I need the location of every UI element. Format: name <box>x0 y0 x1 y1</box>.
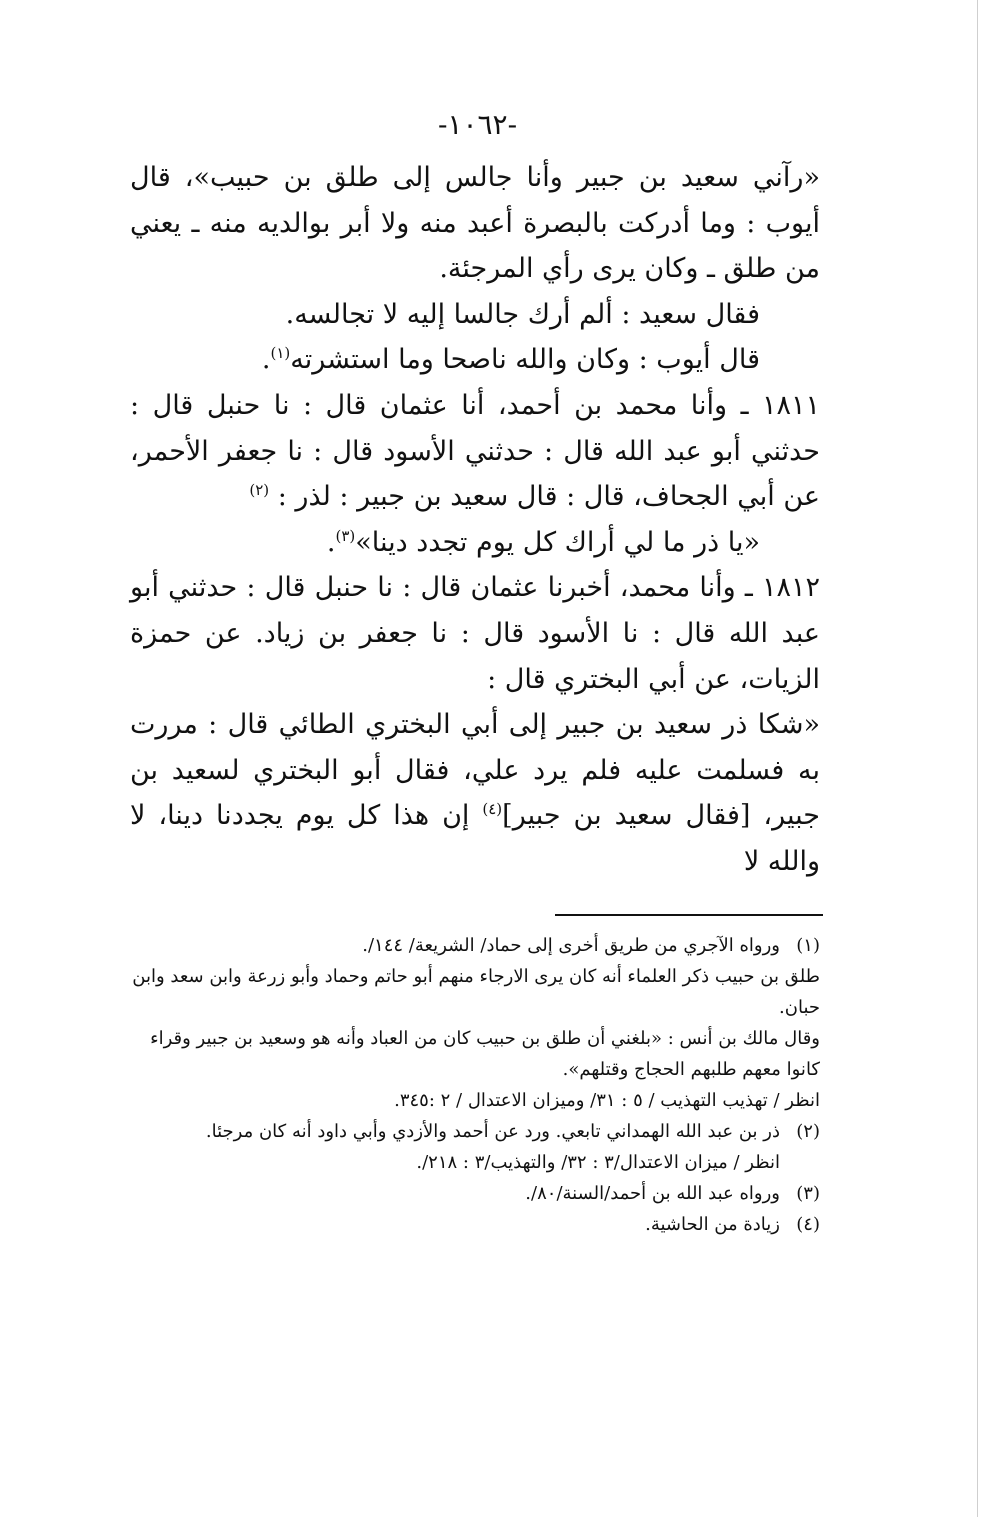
main-text <box>130 155 820 885</box>
paragraph-7-end: إن هذا كل يوم يجددنا دينا، لا والله لا <box>130 800 820 877</box>
footnote-number: (١) <box>796 935 820 956</box>
footnote-line: ورواه عبد الله بن أحمد/السنة/٨٠/. <box>525 1183 780 1204</box>
paragraph-3-end: . <box>261 344 271 376</box>
footnote-line: ذر بن عبد الله الهمداني تابعي. ورد عن أحمد والأزدي وأبي داود أنه كان مرجئا. <box>205 1121 780 1142</box>
paragraph-4 <box>130 383 820 520</box>
paragraph-5-text: «يا ذر ما لي أراك كل يوم تجدد دينا» <box>355 526 760 558</box>
footnote-body <box>130 1116 780 1178</box>
paragraph-3-text: قال أيوب : وكان والله ناصحا وما استشرته <box>290 344 760 376</box>
footnote-separator <box>555 914 823 916</box>
paragraph-2: فقال سعيد : ألم أرك جالسا إليه لا تجالسه. <box>285 298 760 330</box>
footnote-body <box>130 961 820 1116</box>
footnote-1 <box>130 930 820 961</box>
page-number: -١٠٦٢- <box>437 108 518 141</box>
paragraph-7-text: «شكا ذر سعيد بن جبير إلى أبي البختري الطائي قال : مررت به فسلمت عليه فلم يرد علي، فقال أبو البختري لسعيد بن جبير، [فقال سعيد بن جبير] <box>130 709 820 832</box>
footnote-1-continued <box>130 961 820 1116</box>
footnote-body <box>130 1178 780 1209</box>
footnotes <box>130 930 820 1240</box>
footnote-body <box>130 930 780 961</box>
footnote-2 <box>130 1116 820 1178</box>
footnote-3 <box>130 1178 820 1209</box>
paragraph-4-text: ١٨١١ ـ وأنا محمد بن أحمد، أنا عثمان قال : نا حنبل قال : حدثني أبو عبد الله قال : حدثني الأسود قال : نا جعفر الأحمر، عن أبي الجحاف، قال : قال سعيد بن جبير : لذر : <box>130 389 820 513</box>
paragraph-1: «رآني سعيد بن جبير وأنا جالس إلى طلق بن حبيب»، قال أيوب : وما أدركت بالبصرة أعبد منه ولا أبر بوالديه منه ـ يعني من طلق ـ وكان يرى رأي المرجئة. <box>130 162 820 285</box>
footnote-ref-3: (٣) <box>335 526 356 545</box>
paragraph-5 <box>130 520 820 566</box>
footnote-ref-2: (٢) <box>249 481 270 500</box>
footnote-line: ورواه الآجري من طريق أخرى إلى حماد/ الشريعة/ ١٤٤/. <box>362 935 780 956</box>
footnote-line: زيادة من الحاشية. <box>645 1214 780 1235</box>
paragraph-3 <box>130 337 820 383</box>
footnote-number: (٤) <box>796 1214 820 1235</box>
footnote-ref-4: (٤) <box>482 800 503 819</box>
paragraph-6: ١٨١٢ ـ وأنا محمد، أخبرنا عثمان قال : نا حنبل قال : حدثني أبو عبد الله قال : نا الأسود قال : نا جعفر بن زياد. عن حمزة الزيات، عن أبي البختري قال : <box>130 572 820 695</box>
scan-edge-line <box>977 0 978 1517</box>
footnote-ref-1: (١) <box>270 344 291 363</box>
footnote-line: انظر / ميزان الاعتدال/٣ : ٣٢/ والتهذيب/٣ : ٢١٨/. <box>416 1152 780 1173</box>
paragraph-7 <box>130 702 820 884</box>
footnote-number: (٣) <box>796 1183 820 1204</box>
footnote-number: (٢) <box>796 1121 820 1142</box>
footnote-body <box>130 1209 780 1240</box>
footnote-4 <box>130 1209 820 1240</box>
footnote-line: طلق بن حبيب ذكر العلماء أنه كان يرى الارجاء منهم أبو حاتم وحماد وأبو زرعة وابن سعد وابن حبان. <box>132 966 820 1018</box>
footnote-line: انظر / تهذيب التهذيب / ٥ : ٣١/ وميزان الاعتدال / ٢ :٣٤٥. <box>394 1090 820 1111</box>
paragraph-5-end: . <box>326 526 336 558</box>
footnote-line: وقال مالك بن أنس : «بلغني أن طلق بن حبيب كان من العباد وأنه هو وسعيد بن جبير وقراء كانوا معهم طلبهم الحجاج وقتلهم». <box>150 1028 820 1080</box>
